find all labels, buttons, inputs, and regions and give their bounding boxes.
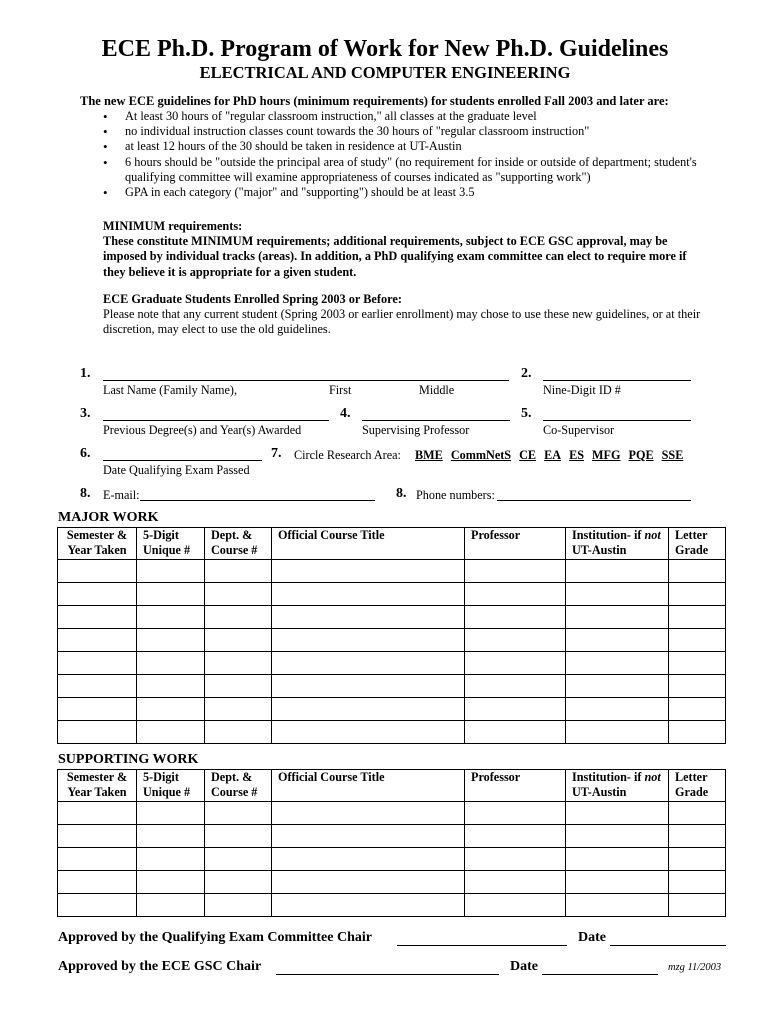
field-number-3: 3. [80,406,91,421]
area-option-pqe[interactable]: PQE [628,448,654,462]
field-number-2: 2. [521,366,532,381]
table-row [58,825,726,848]
spring-heading: ECE Graduate Students Enrolled Spring 2003 or Before: [103,292,402,306]
phone-field[interactable] [497,500,691,501]
table-header-row [58,770,726,802]
guidelines-list [103,109,703,200]
list-item: • At least 30 hours of "regular classroom instruction," all classes at the graduate level [103,109,703,124]
supporting-work-table [57,769,726,917]
major-work-table [57,527,726,744]
field-number-4: 4. [340,406,351,421]
col-title: Official Course Title [272,528,465,560]
id-field[interactable] [543,380,691,381]
col-professor: Professor [465,770,566,802]
gsc-date-label: Date [510,959,538,974]
col-institution: Institution- if not UT-Austin [566,770,669,802]
area-option-es[interactable]: ES [569,448,584,462]
supervisor-field[interactable] [362,420,510,421]
gsc-chair-label: Approved by the ECE GSC Chair [58,959,262,974]
list-item: • 6 hours should be "outside the principal area of study" (no requirement for inside or outside of department; student's qualifying committee will examine appropriateness of courses indicated as "supporting work") [103,155,703,185]
table-row [58,675,726,698]
list-item: • no individual instruction classes count towards the 30 hours of "regular classroom instruction" [103,124,703,139]
email-field[interactable] [140,500,375,501]
spring-section [103,292,703,338]
research-areas [415,448,688,463]
table-row [58,698,726,721]
supervisor-label: Supervising Professor [362,423,470,437]
exam-date-field[interactable] [103,460,262,461]
cosupervisor-label: Co-Supervisor [543,423,615,437]
spring-text: Please note that any current student (Spring 2003 or earlier enrollment) may chose to use these new guidelines, or at their discretion, may elect to use the old guidelines. [103,307,701,337]
committee-date-label: Date [578,930,606,945]
middle-name-label: Middle [419,383,455,397]
col-unique: 5-Digit Unique # [137,770,205,802]
col-grade: Letter Grade [669,770,726,802]
table-row [58,802,726,825]
first-name-label: First [329,383,352,397]
major-work-title: MAJOR WORK [58,510,159,525]
col-professor: Professor [465,528,566,560]
area-option-ea[interactable]: EA [544,448,562,462]
col-title: Official Course Title [272,770,465,802]
col-semester: Semester & Year Taken [58,770,137,802]
area-option-commnets[interactable]: CommNetS [450,448,512,462]
field-number-7: 7. [271,446,282,461]
minimum-heading: MINIMUM requirements: [103,219,243,233]
field-number-6: 6. [80,446,91,461]
last-name-label: Last Name (Family Name), [103,383,238,397]
gsc-date-field[interactable] [542,974,658,975]
email-label: E-mail: [103,488,140,502]
table-row [58,848,726,871]
phone-label: Phone numbers: [416,488,495,502]
page-subtitle: ELECTRICAL AND COMPUTER ENGINEERING [199,63,571,82]
id-label: Nine-Digit ID # [543,383,621,397]
committee-chair-signature-field[interactable] [397,945,567,946]
list-item: • at least 12 hours of the 30 should be taken in residence at UT-Austin [103,139,703,154]
page-title: ECE Ph.D. Program of Work for New Ph.D. Guidelines [101,36,669,62]
supporting-work-title: SUPPORTING WORK [58,752,199,767]
table-row [58,871,726,894]
area-option-ce[interactable]: CE [519,448,537,462]
name-field[interactable] [103,380,509,381]
gsc-chair-signature-field[interactable] [276,974,499,975]
table-row [58,583,726,606]
col-grade: Letter Grade [669,528,726,560]
field-number-5: 5. [521,406,532,421]
committee-chair-label: Approved by the Qualifying Exam Committee Chair [58,930,372,945]
circle-area-label: Circle Research Area: [294,448,401,462]
table-row [58,560,726,583]
col-unique: 5-Digit Unique # [137,528,205,560]
intro-text: The new ECE guidelines for PhD hours (minimum requirements) for students enrolled Fall 2003 and later are: [80,94,669,108]
area-option-mfg[interactable]: MFG [592,448,621,462]
table-row [58,721,726,744]
list-item: • GPA in each category ("major" and "supporting") should be at least 3.5 [103,185,703,200]
cosupervisor-field[interactable] [543,420,691,421]
committee-chair-approval [58,930,372,946]
field-number-8-email: 8. [80,486,91,501]
committee-date-field[interactable] [610,945,726,946]
table-row [58,629,726,652]
table-header-row [58,528,726,560]
table-row [58,894,726,917]
minimum-section [103,219,703,280]
col-dept: Dept. & Course # [205,528,272,560]
degrees-field[interactable] [103,420,329,421]
col-semester: Semester & Year Taken [58,528,137,560]
field-number-1: 1. [80,366,91,381]
field-number-8-phone: 8. [396,486,407,501]
table-row [58,652,726,675]
col-institution: Institution- if not UT-Austin [566,528,669,560]
table-row [58,606,726,629]
area-option-sse[interactable]: SSE [661,448,684,462]
minimum-text: These constitute MINIMUM requirements; additional requirements, subject to ECE GSC approval, may be imposed by individual tracks (areas). In addition, a PhD qualifying exam committee can elect to require more if they believe it is appropriate for a given student. [103,234,687,279]
exam-date-label: Date Qualifying Exam Passed [103,463,250,477]
area-option-bme[interactable]: BME [415,448,443,462]
col-dept: Dept. & Course # [205,770,272,802]
form-version-footer: mzg 11/2003 [668,962,722,973]
degrees-label: Previous Degree(s) and Year(s) Awarded [103,423,302,437]
